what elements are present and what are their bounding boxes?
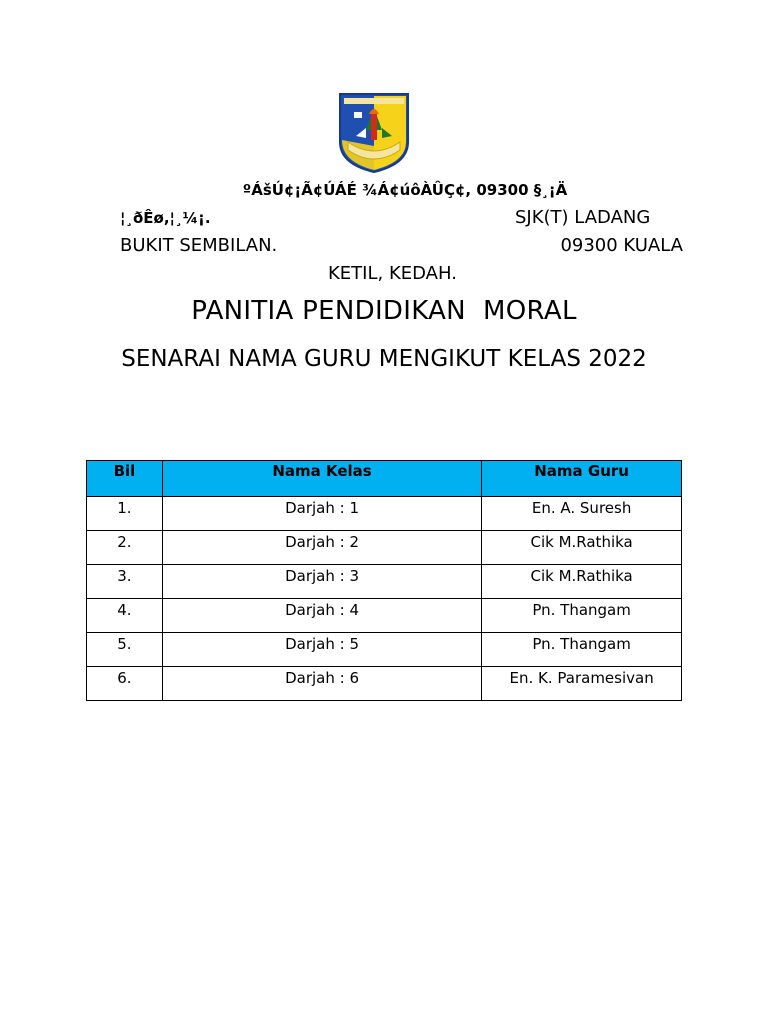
cell-bil: 6.: [87, 667, 163, 701]
table-row: [87, 633, 682, 667]
cell-kelas: Darjah : 6: [162, 667, 481, 701]
garbled-address-line-2: ¦¸ðÊø,¦¸¼¡.: [120, 209, 211, 227]
page-title: PANITIA PENDIDIKAN MORAL: [191, 296, 577, 326]
cell-kelas: Darjah : 4: [162, 599, 481, 633]
cell-bil: 3.: [87, 565, 163, 599]
header-bil: Bil: [87, 461, 163, 497]
cell-kelas: Darjah : 5: [162, 633, 481, 667]
table-row: [87, 531, 682, 565]
teacher-class-table: [86, 460, 682, 701]
table-row: [87, 565, 682, 599]
cell-kelas: Darjah : 1: [162, 497, 481, 531]
table-row: [87, 667, 682, 701]
cell-bil: 4.: [87, 599, 163, 633]
header-nama-guru: Nama Guru: [482, 461, 682, 497]
page-subtitle: SENARAI NAMA GURU MENGIKUT KELAS 2022: [121, 346, 647, 372]
school-name-part2: BUKIT SEMBILAN.: [120, 235, 278, 256]
school-state-part: KETIL, KEDAH.: [328, 263, 457, 284]
cell-kelas: Darjah : 3: [162, 565, 481, 599]
cell-guru: En. K. Paramesivan: [482, 667, 682, 701]
cell-guru: Pn. Thangam: [482, 599, 682, 633]
cell-kelas: Darjah : 2: [162, 531, 481, 565]
school-address-block: [120, 204, 690, 284]
school-name-part1: SJK(T) LADANG: [515, 207, 651, 228]
header-nama-kelas: Nama Kelas: [162, 461, 481, 497]
cell-bil: 2.: [87, 531, 163, 565]
cell-guru: Cik M.Rathika: [482, 531, 682, 565]
cell-guru: Pn. Thangam: [482, 633, 682, 667]
cell-guru: Cik M.Rathika: [482, 565, 682, 599]
table-row: [87, 497, 682, 531]
table-header-row: [87, 461, 682, 497]
school-crest-icon: [336, 90, 412, 174]
cell-guru: En. A. Suresh: [482, 497, 682, 531]
table-row: [87, 599, 682, 633]
school-town-part: 09300 KUALA: [560, 235, 683, 256]
cell-bil: 1.: [87, 497, 163, 531]
garbled-address-line: ºÁšÚ¢¡Ã¢ÚÁÉ ¾Á¢úôÀÛÇ¢, 09300 §¸¡Ä: [242, 181, 568, 199]
cell-bil: 5.: [87, 633, 163, 667]
